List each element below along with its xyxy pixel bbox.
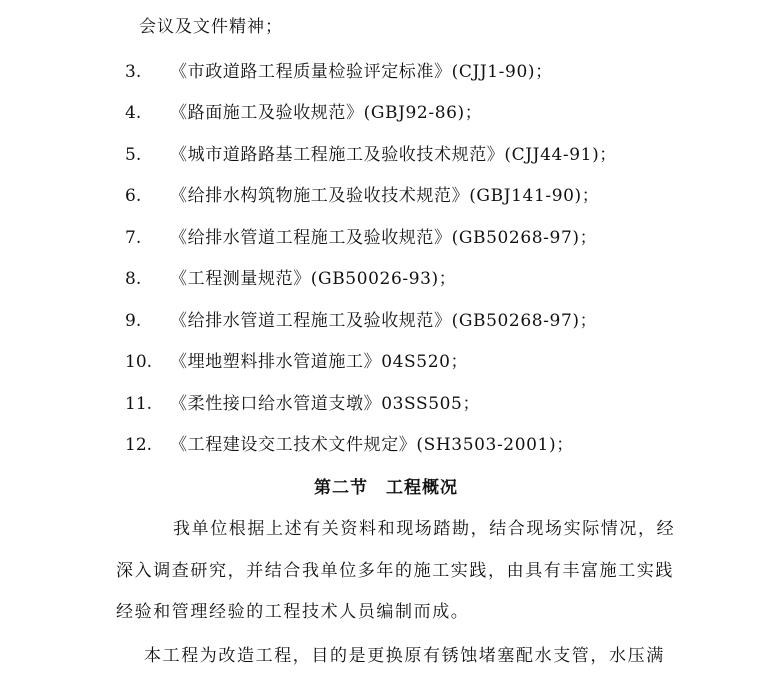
reference-text: 《给排水管道工程施工及验收规范》(GB50268-97)； [170, 228, 598, 248]
reference-text: 《工程建设交工技术文件规定》(SH3503-2001)； [170, 435, 574, 455]
paragraph-line: 本工程为改造工程，目的是更换原有锈蚀堵塞配水支管，水压满 [144, 646, 665, 666]
reference-number: 6. [125, 186, 142, 206]
reference-number: 7. [125, 228, 142, 248]
reference-number: 9. [125, 311, 142, 331]
section-title: 第二节 工程概况 [314, 478, 458, 498]
paragraph-line: 深入调查研究，并结合我单位多年的施工实践，由具有丰富施工实践 [116, 561, 674, 581]
paragraph-line: 经验和管理经验的工程技术人员编制而成。 [116, 602, 470, 622]
reference-text: 《给排水管道工程施工及验收规范》(GB50268-97)； [170, 311, 598, 331]
reference-number: 4. [125, 103, 142, 123]
reference-text: 《市政道路工程质量检验评定标准》(CJJ1-90)； [170, 62, 553, 82]
reference-number: 3. [125, 62, 142, 82]
reference-number: 8. [125, 269, 142, 289]
reference-text: 《工程测量规范》(GB50026-93)； [170, 269, 457, 289]
reference-number: 5. [125, 145, 142, 165]
reference-number: 11. [125, 394, 153, 414]
paragraph-line: 我单位根据上述有关资料和现场踏勘，结合现场实际情况，经 [173, 519, 676, 539]
reference-number: 10. [125, 352, 153, 372]
reference-text: 《城市道路路基工程施工及验收技术规范》(CJJ44-91)； [170, 145, 617, 165]
reference-text: 《埋地塑料排水管道施工》04S520； [170, 352, 469, 372]
reference-text: 《给排水构筑物施工及验收技术规范》(GBJ141-90)； [170, 186, 600, 206]
reference-text: 《路面施工及验收规范》(GBJ92-86)； [170, 103, 483, 123]
intro-line: 会议及文件精神； [139, 17, 283, 37]
reference-text: 《柔性接口给水管道支墩》03SS505； [170, 394, 481, 414]
reference-number: 12. [125, 435, 153, 455]
